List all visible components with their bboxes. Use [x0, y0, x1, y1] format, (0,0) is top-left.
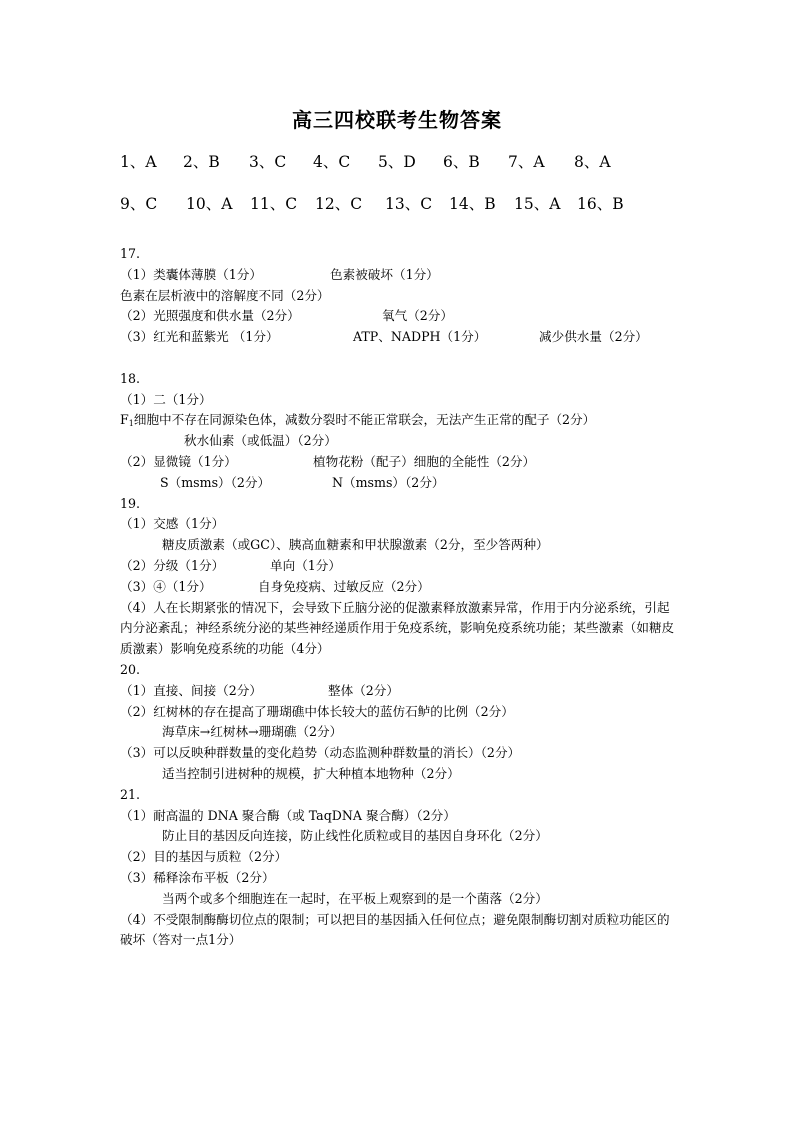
answer-text: （1）类囊体薄膜（1分）	[120, 266, 262, 282]
answer-text: （3）红光和蓝紫光 （1分）	[120, 329, 279, 345]
mc-answer: 9、C	[120, 195, 158, 213]
mc-answer: 8、A	[574, 153, 611, 171]
answer-line	[120, 681, 680, 702]
mc-answer: 2、B	[183, 153, 220, 171]
answer-line: （2）目的基因与质粒（2分）	[120, 849, 288, 865]
answer-text: （1）直接、间接（2分）	[120, 682, 262, 698]
answer-line: （1）交感（1分）	[120, 516, 225, 532]
mc-answer: 14、B	[449, 195, 496, 213]
mc-answer: 5、D	[378, 153, 416, 171]
mc-answer: 6、B	[443, 153, 480, 171]
mc-answers-row-2	[120, 192, 624, 214]
answer-body	[120, 244, 680, 951]
answer-text: 细胞中不存在同源染色体，减数分裂时不能正常联会，无法产生正常的配子（2分）	[133, 412, 596, 428]
answer-line: 当两个或多个细胞连在一起时，在平板上观察到的是一个菌落（2分）	[162, 890, 548, 906]
subscript: 1	[128, 419, 134, 429]
answer-text: 色素被破坏（1分）	[330, 266, 439, 282]
answer-line: 糖皮质激素（或GC）、胰高血糖素和甲状腺激素（2分，至少答两种）	[162, 537, 549, 553]
answer-text: 自身免疫病、过敏反应（2分）	[258, 578, 430, 594]
answer-line: 色素在层析液中的溶解度不同（2分）	[120, 287, 330, 303]
mc-answer: 4、C	[313, 153, 351, 171]
mc-answer: 16、B	[577, 195, 624, 213]
page-title: 高三四校联考生物答案	[292, 108, 502, 132]
answer-text: 整体（2分）	[328, 682, 399, 698]
mc-answer: 12、C	[315, 195, 363, 213]
answer-text: ATP、NADPH（1分）	[353, 329, 487, 345]
answer-line: 海草床→红树林→珊瑚礁（2分）	[162, 724, 343, 740]
answer-text: 减少供水量（2分）	[539, 329, 648, 345]
answer-line	[120, 473, 680, 494]
answer-line: （2）红树林的存在提高了珊瑚礁中体长较大的蓝仿石鲈的比例（2分）	[120, 703, 514, 719]
answer-line	[120, 452, 680, 473]
mc-answer: 1、A	[120, 153, 157, 171]
answer-line: （1）耐高温的 DNA 聚合酶（或 TaqDNA 聚合酶）（2分）	[120, 807, 456, 823]
mc-answer: 11、C	[250, 195, 298, 213]
answer-line: （1）二（1分）	[120, 391, 212, 407]
answer-line: 适当控制引进树种的规模，扩大种植本地物种（2分）	[162, 765, 460, 781]
answer-text: N（msms）（2分）	[332, 474, 445, 490]
answer-text: 氧气（2分）	[382, 308, 453, 324]
answer-text: （2）光照强度和供水量（2分）	[120, 308, 300, 324]
answer-text: （2）分级（1分）	[120, 557, 225, 573]
answer-text: F	[120, 412, 129, 428]
answer-line: （3）稀释涂布平板（2分）	[120, 869, 275, 885]
answer-paragraph: （4）人在长期紧张的情况下，会导致下丘脑分泌的促激素释放激素异常，作用于内分泌系统，引起内分泌紊乱；神经系统分泌的某些神经递质作用于免疫系统，影响免疫系统功能；某些激素（如糖皮质激素）影响免疫系统的功能（4分）	[120, 599, 675, 657]
question-number: 17.	[120, 246, 141, 261]
question-number: 19.	[120, 495, 141, 511]
answer-line: （3）可以反映种群数量的变化趋势（动态监测种群数量的消长）（2分）	[120, 745, 521, 761]
answer-text: （2）显微镜（1分）	[120, 453, 237, 469]
answer-line: 秋水仙素（或低温）（2分）	[184, 433, 337, 449]
answer-text: 植物花粉（配子）细胞的全能性（2分）	[313, 453, 536, 469]
mc-answer: 15、A	[514, 195, 561, 213]
answer-line	[120, 577, 680, 598]
mc-answer: 10、A	[186, 195, 233, 213]
mc-answers-row-1	[120, 150, 611, 172]
mc-answer: 7、A	[508, 153, 545, 171]
answer-paragraph: （4）不受限制酶酶切位点的限制；可以把目的基因插入任何位点；避免限制酶切割对质粒功能区的破坏（答对一点1分）	[120, 911, 670, 948]
question-number: 20.	[120, 661, 141, 677]
answer-line	[120, 410, 680, 431]
answer-text: （3）④（1分）	[120, 578, 212, 594]
answer-line	[120, 265, 680, 286]
question-number: 18.	[120, 370, 141, 386]
answer-text: S（msms）（2分）	[160, 474, 271, 490]
answer-line: 防止目的基因反向连接，防止线性化质粒或目的基因自身环化（2分）	[162, 828, 548, 844]
question-number: 21.	[120, 786, 141, 802]
answer-text: 单向（1分）	[270, 557, 341, 573]
mc-answer: 13、C	[385, 195, 433, 213]
answer-line	[120, 306, 680, 327]
answer-line	[120, 556, 680, 577]
mc-answer: 3、C	[249, 153, 287, 171]
answer-line	[120, 327, 680, 348]
